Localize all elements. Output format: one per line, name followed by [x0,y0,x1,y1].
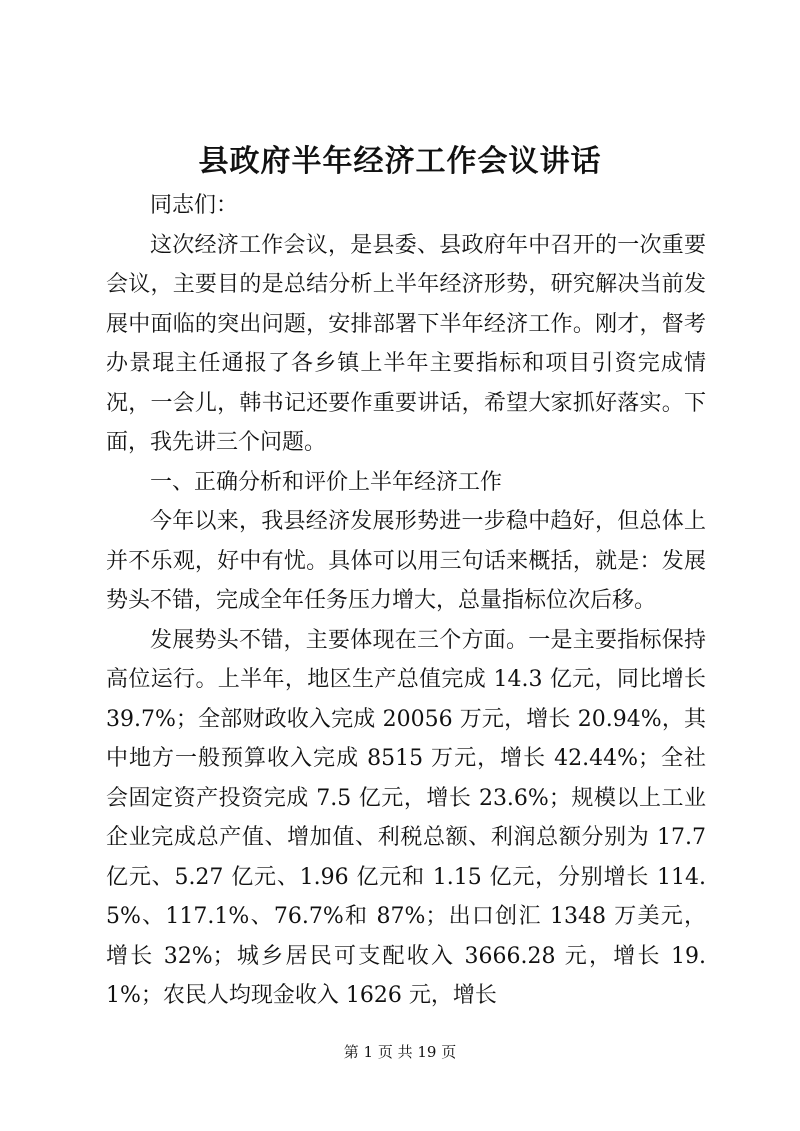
salutation-paragraph: 同志们： [150,193,239,218]
section-heading: 一、正确分析和评价上半年经济工作 [150,469,503,495]
page-number-footer: 第 1 页 共 19 页 [343,1043,457,1061]
overview-paragraph: 今年以来，我县经济发展形势进一步稳中趋好，但总体上并不乐观，好中有忧。具体可以用三句话来概括，就是：发展势头不错，完成全年任务压力增大，总量指标位次后移。 [106,509,706,613]
indicators-paragraph: 发展势头不错，主要体现在三个方面。一是主要指标保持高位运行。上半年，地区生产总值完成 14.3 亿元，同比增长 39.7%；全部财政收入完成 20056 万元，增长 20.94%，其中地方一般预算收入完成 8515 万元，增长 42.44%；全社会固定资产投资完成 7.5 亿元，增长 23.6%；规模以上工业企业完成总产值、增加值、利税总额、利润总额分别为 17.7 亿元、5.27 亿元、1.96 亿元和 1.15 亿元，分别增长 114.5%、117.1%、76.7%和 87%；出口创汇 1348 万美元，增长 32%；城乡居民可支配收入 3666.28 元，增长 19.1%；农民人均现金收入 1626 元，增长 [106,627,706,1008]
document-body [106,186,706,1016]
document-title: 县政府半年经济工作会议讲话 [198,144,602,179]
intro-paragraph: 这次经济工作会议，是县委、县政府年中召开的一次重要会议，主要目的是总结分析上半年经济形势，研究解决当前发展中面临的突出问题，安排部署下半年经济工作。刚才，督考办景琨主任通报了各乡镇上半年主要指标和项目引资完成情况，一会儿，韩书记还要作重要讲话，希望大家抓好落实。下面，我先讲三个问题。 [106,232,706,455]
